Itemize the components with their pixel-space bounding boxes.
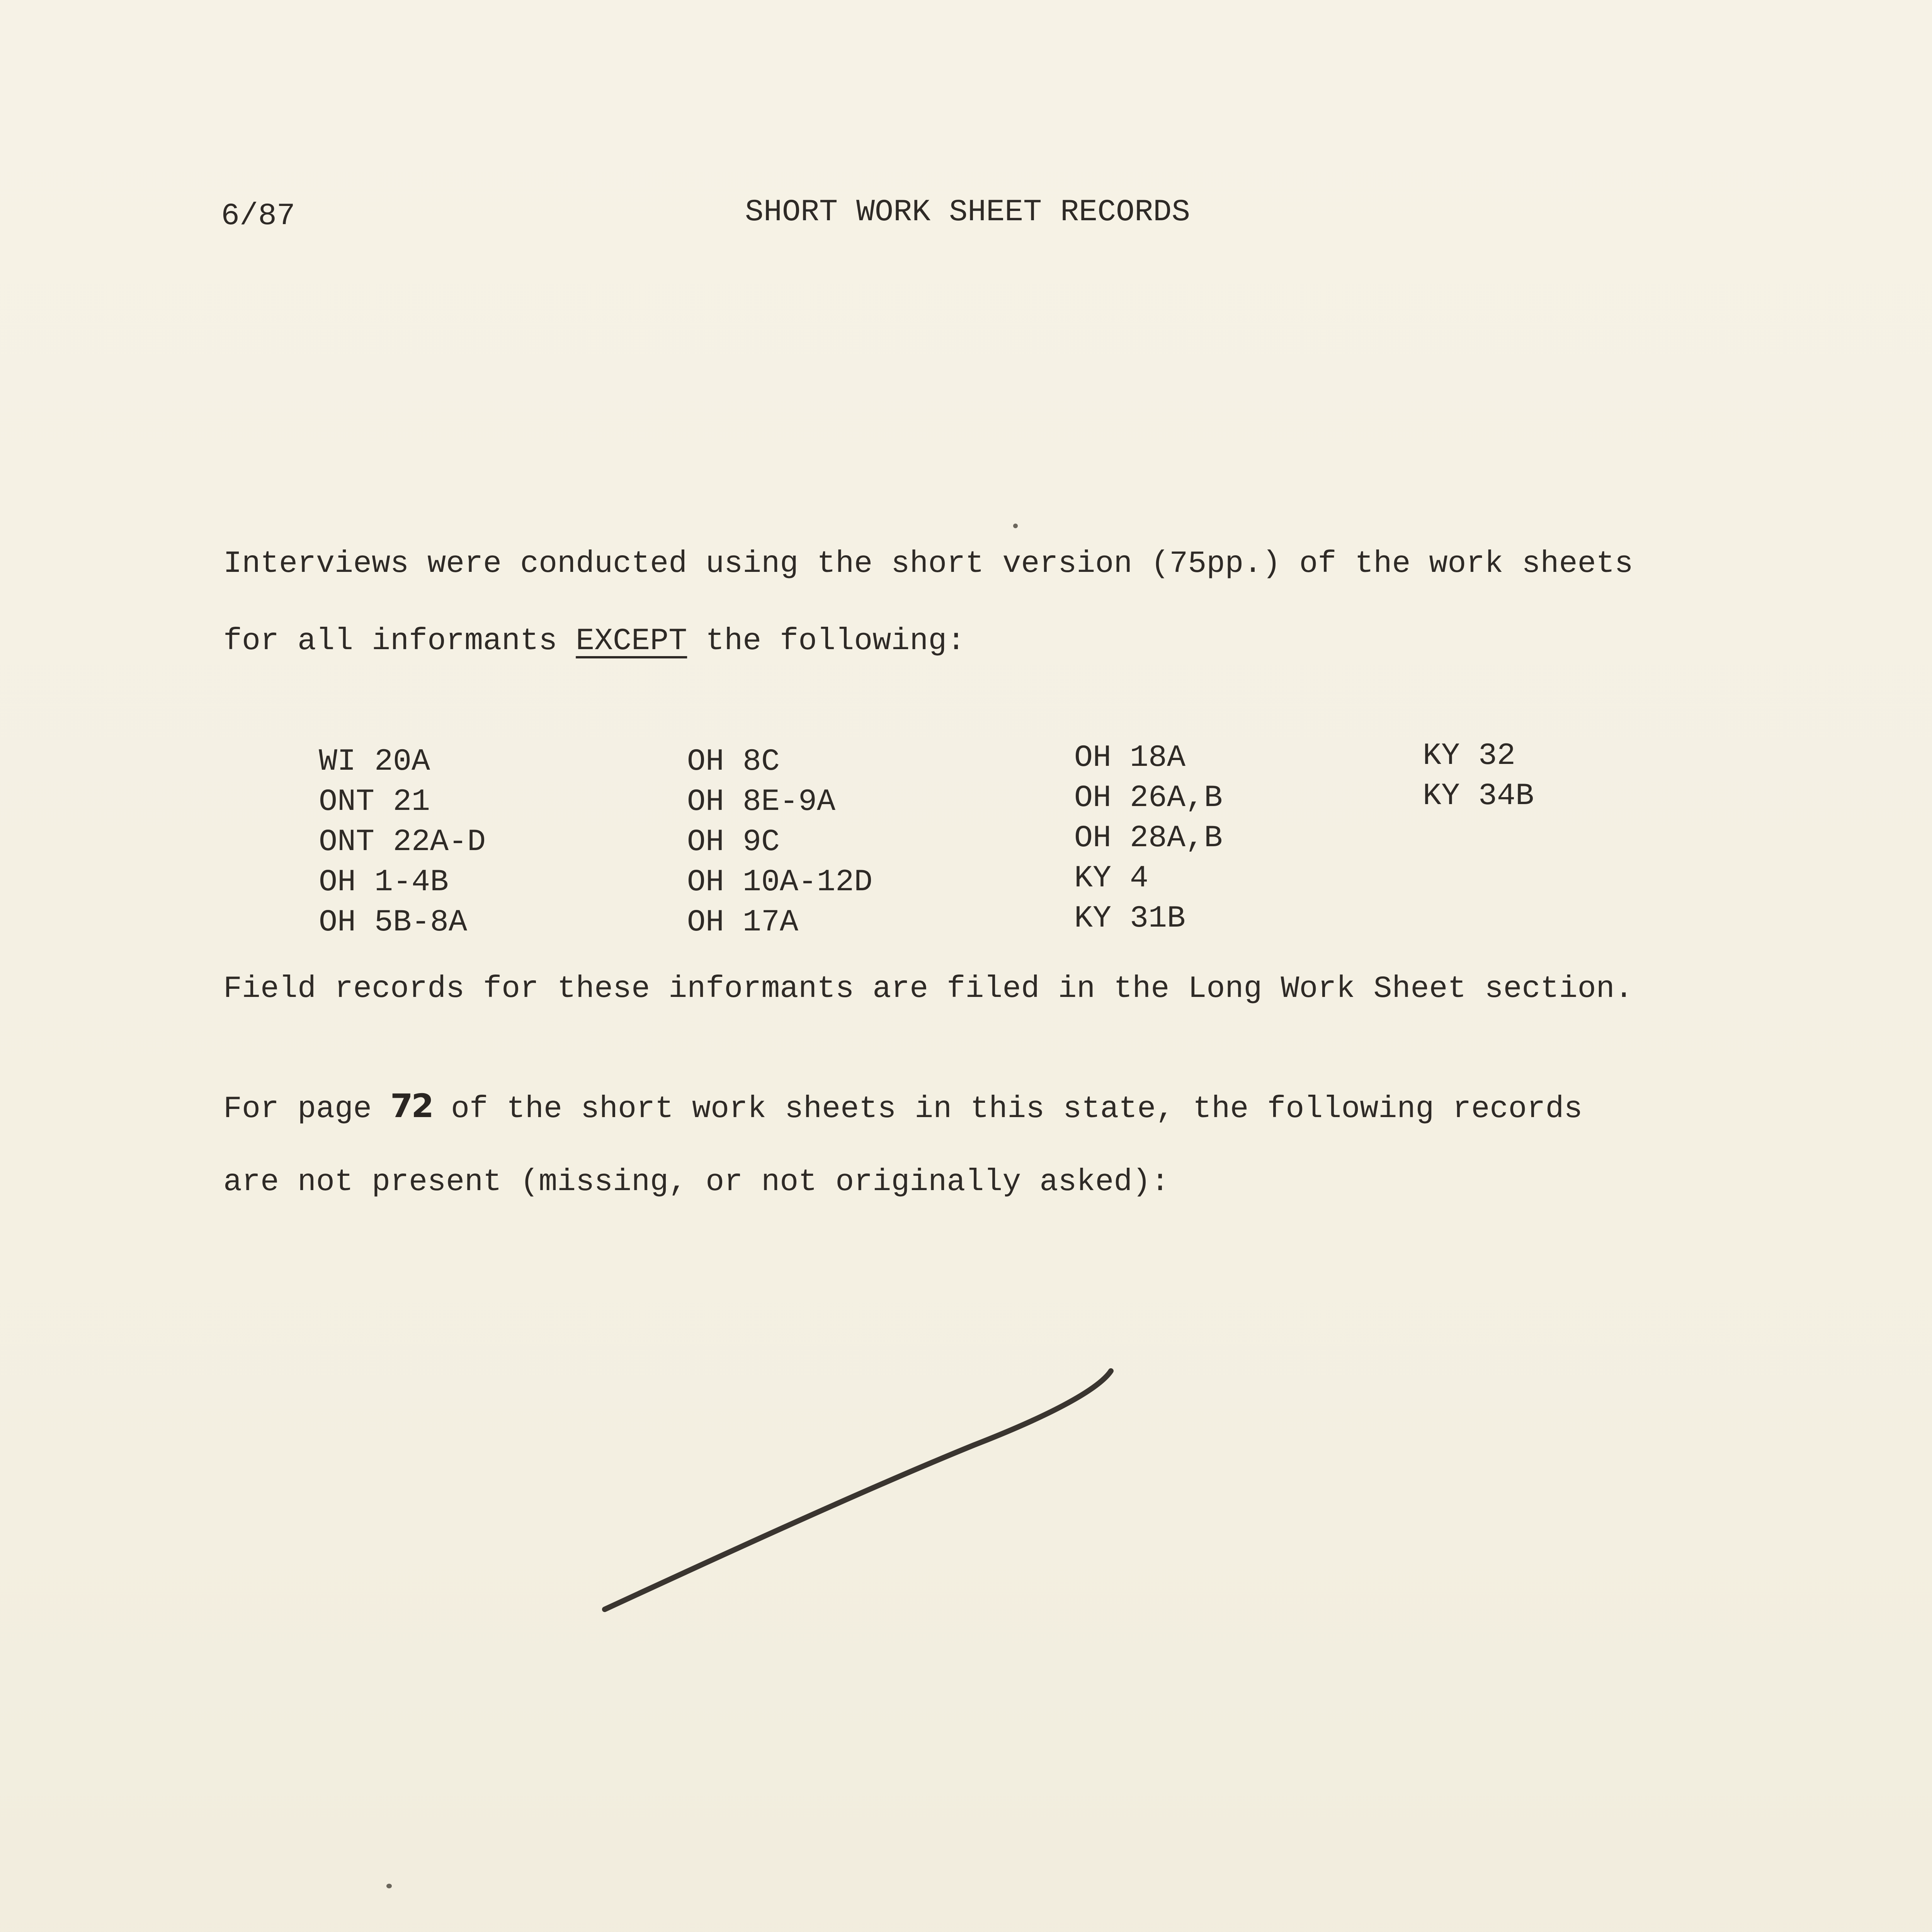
missing-line-1-end: of the short work sheets in this state, the following records xyxy=(432,1092,1583,1127)
informant-entry: OH 26A,B xyxy=(1074,781,1223,816)
informant-entry: OH 9C xyxy=(687,825,780,860)
informant-entry: OH 8E-9A xyxy=(687,784,836,820)
intro-line-1: Interviews were conducted using the short version (75pp.) of the work sheets xyxy=(223,546,1633,582)
document-title: SHORT WORK SHEET RECORDS xyxy=(745,195,1190,230)
informant-entry: ONT 22A-D xyxy=(319,825,486,860)
paper-speck xyxy=(386,1884,392,1888)
informant-entry: KY 31B xyxy=(1074,901,1186,936)
missing-records-line-2: are not present (missing, or not originally asked): xyxy=(223,1165,1170,1200)
informant-entry: OH 8C xyxy=(687,744,780,779)
informant-entry: WI 20A xyxy=(319,744,430,779)
informant-entry: KY 32 xyxy=(1423,738,1516,774)
intro-line-2-start: for all informants xyxy=(223,624,576,659)
informant-entry: OH 18A xyxy=(1074,740,1186,776)
informant-entry: KY 34B xyxy=(1423,779,1534,814)
informant-entry: OH 28A,B xyxy=(1074,821,1223,856)
informant-entry: OH 5B-8A xyxy=(319,905,468,940)
informant-entry: OH 1-4B xyxy=(319,865,449,900)
field-records-note: Field records for these informants are filed in the Long Work Sheet section. xyxy=(223,971,1633,1007)
missing-line-1-start: For page xyxy=(223,1092,391,1127)
informant-entry: ONT 21 xyxy=(319,784,430,820)
document-date: 6/87 xyxy=(221,199,296,234)
paper-speck xyxy=(1013,524,1018,528)
informant-entry: OH 10A-12D xyxy=(687,865,873,900)
informant-entry: OH 17A xyxy=(687,905,799,940)
intro-line-2-end: the following: xyxy=(687,624,966,659)
informant-entry: KY 4 xyxy=(1074,861,1149,896)
except-emphasis: EXCEPT xyxy=(576,624,687,659)
handwritten-page-number: 72 xyxy=(390,1087,432,1125)
